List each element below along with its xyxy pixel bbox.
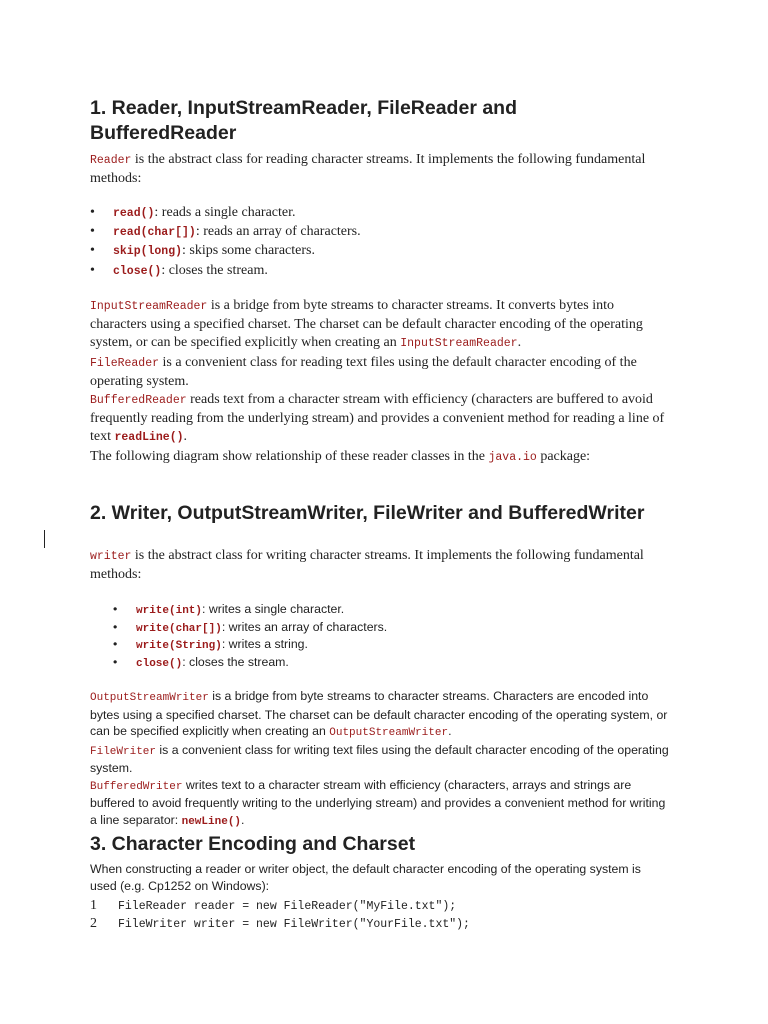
text-cursor (44, 530, 45, 548)
list-item: • write(String): writes a string. (90, 636, 387, 654)
line-number: 2 (90, 916, 97, 931)
list-item: • write(char[]): writes an array of characters. (90, 619, 387, 637)
list-item: • read(): reads a single character. (90, 204, 361, 223)
section2-body: OutputStreamWriter is a bridge from byte streams to character streams. Characters are encoded into bytes using a specified charset. The charset can be default character encoding of the operating system, or can be specified explicitly when creating an OutputStreamWriter. FileWriter is a convenient class for writing text files using the default character encoding of the operating system. BufferedWriter writes text to a character stream with efficiency (characters, arrays and strings are buffered to avoid frequently writing to the underlying stream) and provides a convenient method for writing a line separator: newLine(). (90, 689, 669, 828)
section2-method-list (90, 601, 387, 671)
list-item: • close(): closes the stream. (90, 262, 361, 281)
list-item: • close(): closes the stream. (90, 654, 387, 672)
section1-intro: Reader is the abstract class for reading character streams. It implements the following fundamental methods: (90, 152, 646, 187)
code-writer: writer (90, 550, 132, 563)
code-line (90, 914, 470, 932)
section2-heading: 2. Writer, OutputStreamWriter, FileWriter and BufferedWriter (90, 502, 645, 524)
section3-intro: When constructing a reader or writer object, the default character encoding of the operating system is used (e.g. Cp1252 on Windows): (90, 862, 641, 893)
code-line (90, 896, 470, 914)
code-block (90, 896, 470, 932)
list-item: • write(int): writes a single character. (90, 601, 387, 619)
code-text: FileWriter writer = new FileWriter("YourFile.txt"); (118, 918, 470, 931)
line-number: 1 (90, 898, 97, 913)
code-reader: Reader (90, 154, 132, 167)
section1-method-list (90, 204, 361, 281)
section2-intro: writer is the abstract class for writing character streams. It implements the following fundamental methods: (90, 548, 644, 583)
section1-body: InputStreamReader is a bridge from byte streams to character streams. It converts bytes into characters using a specified charset. The charset can be default character encoding of the operating system, or can be specified explicitly when creating an InputStreamReader. FileReader is a convenient class for reading text files using the default character encoding of the operating system. BufferedReader reads text from a character stream with efficiency (characters are buffered to avoid frequently reading from the underlying stream) and provides a convenient method for reading a line of text readLine(). The following diagram show relationship of these reader classes in the java.io package: (90, 298, 665, 464)
code-text: FileReader reader = new FileReader("MyFile.txt"); (118, 900, 457, 913)
list-item: • skip(long): skips some characters. (90, 242, 361, 261)
list-item: • read(char[]): reads an array of characters. (90, 223, 361, 242)
section3-heading: 3. Character Encoding and Charset (90, 833, 416, 855)
section1-heading: 1. Reader, InputStreamReader, FileReader and BufferedReader (90, 97, 517, 144)
